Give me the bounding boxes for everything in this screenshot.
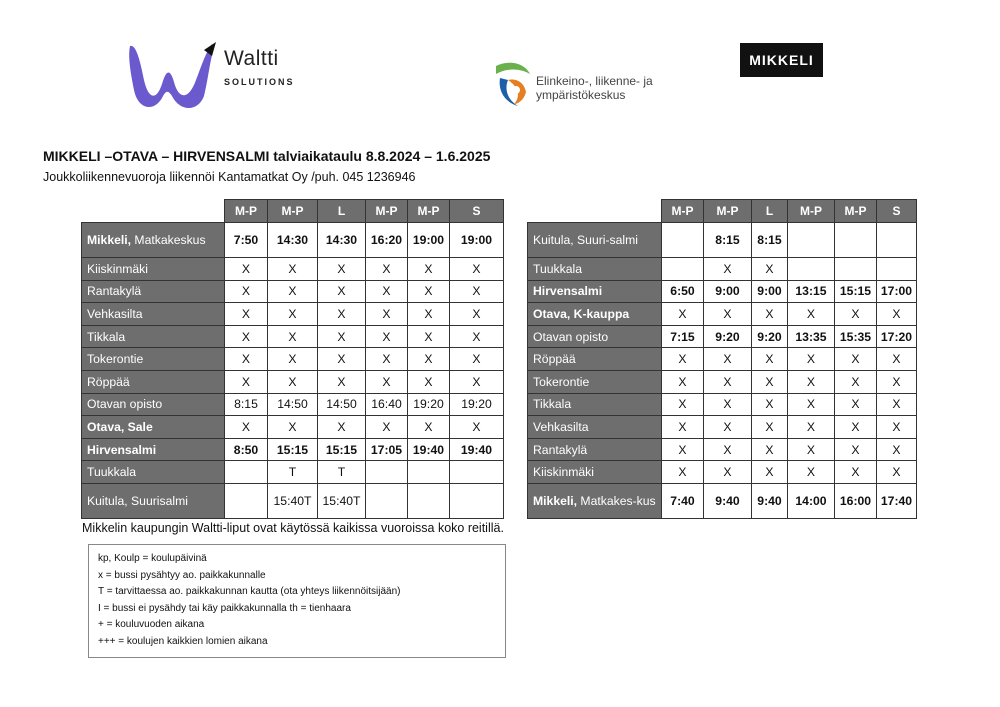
day-header: S <box>450 200 504 223</box>
time-cell: X <box>268 303 318 326</box>
stop-name-text: Rantakylä <box>87 284 142 299</box>
stop-name <box>528 258 662 281</box>
table-row <box>82 223 504 258</box>
stop-name-text: Röppää <box>87 374 130 389</box>
table-row <box>528 325 917 348</box>
time-cell: X <box>877 393 917 416</box>
time-cell: 14:00 <box>788 483 835 518</box>
time-cell: X <box>704 416 752 439</box>
time-cell: X <box>318 325 366 348</box>
time-cell: X <box>752 370 788 393</box>
time-cell: X <box>788 370 835 393</box>
time-cell: 13:15 <box>788 280 835 303</box>
time-cell: X <box>877 370 917 393</box>
legend-item: + = kouluvuoden aikana <box>98 619 205 630</box>
time-cell: X <box>704 258 752 281</box>
legend-item: +++ = koulujen kaikkien lomien aikana <box>98 635 268 647</box>
time-cell: X <box>877 438 917 461</box>
time-cell <box>225 483 268 518</box>
time-cell: X <box>704 393 752 416</box>
time-cell: 9:40 <box>704 483 752 518</box>
time-cell: X <box>752 461 788 484</box>
day-header: M-P <box>225 200 268 223</box>
time-cell: 17:00 <box>877 280 917 303</box>
time-cell: X <box>877 348 917 371</box>
time-cell: X <box>835 461 877 484</box>
stop-name <box>528 483 662 518</box>
operator-info: Joukkoliikennevuoroja liikennöi Kantamatkat Oy /puh. 045 1236946 <box>43 170 416 184</box>
time-cell: X <box>318 258 366 281</box>
stop-name-text: Tokerontie <box>533 374 590 389</box>
time-cell: 19:00 <box>408 223 450 258</box>
time-cell: 9:40 <box>752 483 788 518</box>
time-cell <box>662 223 704 258</box>
stop-name <box>82 348 225 371</box>
time-cell <box>788 223 835 258</box>
stop-name <box>82 223 225 258</box>
day-header: M-P <box>366 200 408 223</box>
waltti-logo <box>126 40 306 112</box>
time-cell: 19:40 <box>450 438 504 461</box>
time-cell: X <box>225 303 268 326</box>
timetable-hirvensalmi-mikkeli <box>527 199 917 519</box>
legend-box <box>88 544 506 658</box>
legend-item: I = bussi ei pysähdy tai käy paikkakunnalla th = tienhaara <box>98 602 351 614</box>
stop-name-bold: Mikkeli, <box>533 493 578 508</box>
time-cell: X <box>752 416 788 439</box>
time-cell: X <box>408 325 450 348</box>
time-cell: X <box>408 303 450 326</box>
time-cell: 6:50 <box>662 280 704 303</box>
stop-name-text: Otavan opisto <box>533 329 609 344</box>
stop-name <box>82 370 225 393</box>
day-header: M-P <box>408 200 450 223</box>
time-cell: X <box>835 303 877 326</box>
time-cell: 8:15 <box>752 223 788 258</box>
time-cell: 15:15 <box>835 280 877 303</box>
time-cell: X <box>450 325 504 348</box>
time-cell: X <box>318 303 366 326</box>
time-cell: 15:35 <box>835 325 877 348</box>
time-cell: 14:30 <box>318 223 366 258</box>
timetable-mikkeli-hirvensalmi <box>81 199 504 519</box>
time-cell <box>366 461 408 484</box>
time-cell: X <box>662 438 704 461</box>
table-row <box>82 461 504 484</box>
time-cell: X <box>788 393 835 416</box>
time-cell: X <box>662 461 704 484</box>
time-cell: X <box>835 393 877 416</box>
time-cell: 14:50 <box>268 393 318 416</box>
time-cell: X <box>366 303 408 326</box>
time-cell: X <box>268 258 318 281</box>
stop-name <box>82 258 225 281</box>
time-cell: X <box>408 258 450 281</box>
table-row <box>528 223 917 258</box>
time-cell: X <box>450 280 504 303</box>
time-cell: 8:50 <box>225 438 268 461</box>
time-cell: X <box>450 348 504 371</box>
time-cell: T <box>318 461 366 484</box>
day-header: L <box>752 200 788 223</box>
table-row <box>82 280 504 303</box>
time-cell: X <box>268 280 318 303</box>
stop-name-bold: Hirvensalmi <box>87 442 157 457</box>
time-cell: 7:15 <box>662 325 704 348</box>
day-header-row <box>82 200 504 223</box>
time-cell: X <box>752 303 788 326</box>
time-cell: 8:15 <box>225 393 268 416</box>
time-cell: 16:20 <box>366 223 408 258</box>
time-cell: X <box>366 348 408 371</box>
stop-name-bold: Otava, K-kauppa <box>533 306 630 321</box>
stop-name-text: Kiiskinmäki <box>533 465 594 480</box>
stop-name <box>528 280 662 303</box>
waltti-note: Mikkelin kaupungin Waltti-liput ovat käytössä kaikissa vuoroissa koko reitillä. <box>82 521 504 535</box>
stop-name <box>528 370 662 393</box>
time-cell: 9:20 <box>752 325 788 348</box>
time-cell: 15:40T <box>318 483 366 518</box>
stop-name-text: Otavan opisto <box>87 397 163 412</box>
time-cell <box>788 258 835 281</box>
day-header: M-P <box>788 200 835 223</box>
time-cell <box>662 258 704 281</box>
stop-name-bold: Hirvensalmi <box>533 284 603 299</box>
legend-item: x = bussi pysähtyy ao. paikkakunnalle <box>98 569 266 581</box>
time-cell: X <box>752 438 788 461</box>
table-row <box>82 348 504 371</box>
table-row <box>528 438 917 461</box>
time-cell: X <box>318 370 366 393</box>
table-row <box>82 393 504 416</box>
time-cell: X <box>662 370 704 393</box>
time-cell <box>877 258 917 281</box>
ely-text <box>536 74 653 102</box>
time-cell: X <box>877 303 917 326</box>
table-row <box>82 416 504 439</box>
stop-name <box>528 438 662 461</box>
time-cell: X <box>662 393 704 416</box>
time-cell: X <box>662 416 704 439</box>
time-cell: X <box>268 416 318 439</box>
stop-name <box>528 223 662 258</box>
time-cell: T <box>268 461 318 484</box>
ely-logo <box>494 60 674 110</box>
time-cell: 13:35 <box>788 325 835 348</box>
time-cell: 15:15 <box>268 438 318 461</box>
time-cell: X <box>788 416 835 439</box>
time-cell: X <box>450 370 504 393</box>
time-cell: 9:20 <box>704 325 752 348</box>
time-cell: 7:50 <box>225 223 268 258</box>
stop-name-text: Tikkala <box>533 397 572 412</box>
table-row <box>528 348 917 371</box>
stop-name-text: Tokerontie <box>87 352 144 367</box>
time-cell: X <box>704 303 752 326</box>
stop-name <box>82 303 225 326</box>
time-cell: 15:40T <box>268 483 318 518</box>
time-cell: X <box>835 438 877 461</box>
stop-name <box>528 393 662 416</box>
time-cell: 17:05 <box>366 438 408 461</box>
stop-name <box>82 416 225 439</box>
table-row <box>82 438 504 461</box>
waltti-name: Waltti <box>224 47 279 70</box>
time-cell: X <box>408 370 450 393</box>
table-row <box>82 258 504 281</box>
time-cell: 7:40 <box>662 483 704 518</box>
corner-cell <box>528 200 662 223</box>
time-cell: X <box>225 348 268 371</box>
table-row <box>528 303 917 326</box>
stop-name-text: Vehkasilta <box>87 306 143 321</box>
table-row <box>528 416 917 439</box>
time-cell: X <box>450 258 504 281</box>
stop-name-text: Tuukkala <box>87 465 136 480</box>
time-cell: X <box>704 438 752 461</box>
time-cell <box>450 461 504 484</box>
waltti-w-icon <box>126 40 216 112</box>
stop-name-text: Vehkasilta <box>533 419 589 434</box>
stop-name <box>528 416 662 439</box>
legend-item: kp, Koulp = koulupäivinä <box>98 553 207 564</box>
day-header: M-P <box>268 200 318 223</box>
stop-name-text: Kiiskinmäki <box>87 261 148 276</box>
stop-name <box>82 280 225 303</box>
time-cell: X <box>835 370 877 393</box>
time-cell: X <box>877 461 917 484</box>
time-cell: X <box>877 416 917 439</box>
stop-name <box>82 438 225 461</box>
time-cell: X <box>225 370 268 393</box>
time-cell: X <box>268 348 318 371</box>
stop-name-text: Röppää <box>533 352 576 367</box>
time-cell: X <box>704 370 752 393</box>
time-cell: X <box>450 416 504 439</box>
stop-name-text: Tikkala <box>87 329 126 344</box>
time-cell: X <box>788 303 835 326</box>
time-cell <box>366 483 408 518</box>
time-cell: X <box>752 258 788 281</box>
time-cell <box>877 223 917 258</box>
waltti-subtitle: SOLUTIONS <box>224 77 295 87</box>
time-cell: 15:15 <box>318 438 366 461</box>
time-cell: X <box>318 348 366 371</box>
stop-name <box>82 393 225 416</box>
time-cell: X <box>225 325 268 348</box>
day-header: S <box>877 200 917 223</box>
time-cell: X <box>225 258 268 281</box>
stop-name-text: Matkakeskus <box>134 233 206 247</box>
stop-name <box>82 461 225 484</box>
time-cell: X <box>366 325 408 348</box>
table-row <box>528 280 917 303</box>
time-cell <box>835 258 877 281</box>
time-cell: X <box>225 416 268 439</box>
time-cell: 16:40 <box>366 393 408 416</box>
time-cell: X <box>408 348 450 371</box>
time-cell <box>450 483 504 518</box>
time-cell: X <box>788 461 835 484</box>
ely-text-line1: Elinkeino-, liikenne- ja <box>536 74 653 88</box>
table-row <box>528 393 917 416</box>
corner-cell <box>82 200 225 223</box>
time-cell: 9:00 <box>704 280 752 303</box>
day-header: M-P <box>835 200 877 223</box>
stop-name-bold: Mikkeli, <box>87 233 132 247</box>
time-cell: X <box>835 416 877 439</box>
stop-name-text: Kuitula, Suuri-salmi <box>533 233 638 247</box>
ely-text-line2: ympäristökeskus <box>536 88 626 102</box>
day-header: L <box>318 200 366 223</box>
day-header: M-P <box>704 200 752 223</box>
time-cell: 14:50 <box>318 393 366 416</box>
time-cell: X <box>752 393 788 416</box>
time-cell: 8:15 <box>704 223 752 258</box>
time-cell: X <box>662 348 704 371</box>
day-header-row <box>528 200 917 223</box>
time-cell: X <box>788 438 835 461</box>
stop-name <box>528 348 662 371</box>
table-row <box>528 370 917 393</box>
stop-name-text: Rantakylä <box>533 442 588 457</box>
time-cell: 9:00 <box>752 280 788 303</box>
time-cell: X <box>225 280 268 303</box>
stop-name <box>82 483 225 518</box>
time-cell: 17:20 <box>877 325 917 348</box>
time-cell: X <box>268 325 318 348</box>
table-row <box>528 483 917 518</box>
time-cell: 17:40 <box>877 483 917 518</box>
time-cell: 14:30 <box>268 223 318 258</box>
time-cell <box>408 483 450 518</box>
time-cell: X <box>318 280 366 303</box>
time-cell: X <box>704 348 752 371</box>
time-cell: X <box>662 303 704 326</box>
page-title: MIKKELI –OTAVA – HIRVENSALMI talviaikataulu 8.8.2024 – 1.6.2025 <box>43 148 491 164</box>
ely-emblem-icon <box>494 60 534 108</box>
table-row <box>82 303 504 326</box>
stop-name-bold: Otava, Sale <box>87 419 153 434</box>
time-cell: X <box>835 348 877 371</box>
day-header: M-P <box>662 200 704 223</box>
stop-name <box>528 461 662 484</box>
legend-item: T = tarvittaessa ao. paikkakunnan kautta (ota yhteys liikennöitsijään) <box>98 586 401 597</box>
time-cell: X <box>450 303 504 326</box>
time-cell: X <box>408 416 450 439</box>
time-cell: X <box>318 416 366 439</box>
table-row <box>528 258 917 281</box>
time-cell: X <box>366 258 408 281</box>
mikkeli-logo: MIKKELI <box>740 43 823 77</box>
time-cell: 19:20 <box>450 393 504 416</box>
time-cell: X <box>752 348 788 371</box>
time-cell <box>835 223 877 258</box>
time-cell: X <box>366 280 408 303</box>
table-row <box>82 370 504 393</box>
time-cell: 19:20 <box>408 393 450 416</box>
time-cell: X <box>268 370 318 393</box>
stop-name <box>82 325 225 348</box>
time-cell <box>408 461 450 484</box>
time-cell: 16:00 <box>835 483 877 518</box>
stop-name <box>528 303 662 326</box>
stop-name <box>528 325 662 348</box>
stop-name-text: Matkakes-kus <box>580 493 656 508</box>
table-row <box>528 461 917 484</box>
time-cell: X <box>704 461 752 484</box>
time-cell: 19:00 <box>450 223 504 258</box>
table-row <box>82 483 504 518</box>
stop-name-text: Tuukkala <box>533 261 582 276</box>
time-cell: 19:40 <box>408 438 450 461</box>
stop-name-text: Kuitula, Suurisalmi <box>87 493 188 508</box>
time-cell: X <box>788 348 835 371</box>
time-cell <box>225 461 268 484</box>
table-row <box>82 325 504 348</box>
time-cell: X <box>366 416 408 439</box>
time-cell: X <box>366 370 408 393</box>
time-cell: X <box>408 280 450 303</box>
